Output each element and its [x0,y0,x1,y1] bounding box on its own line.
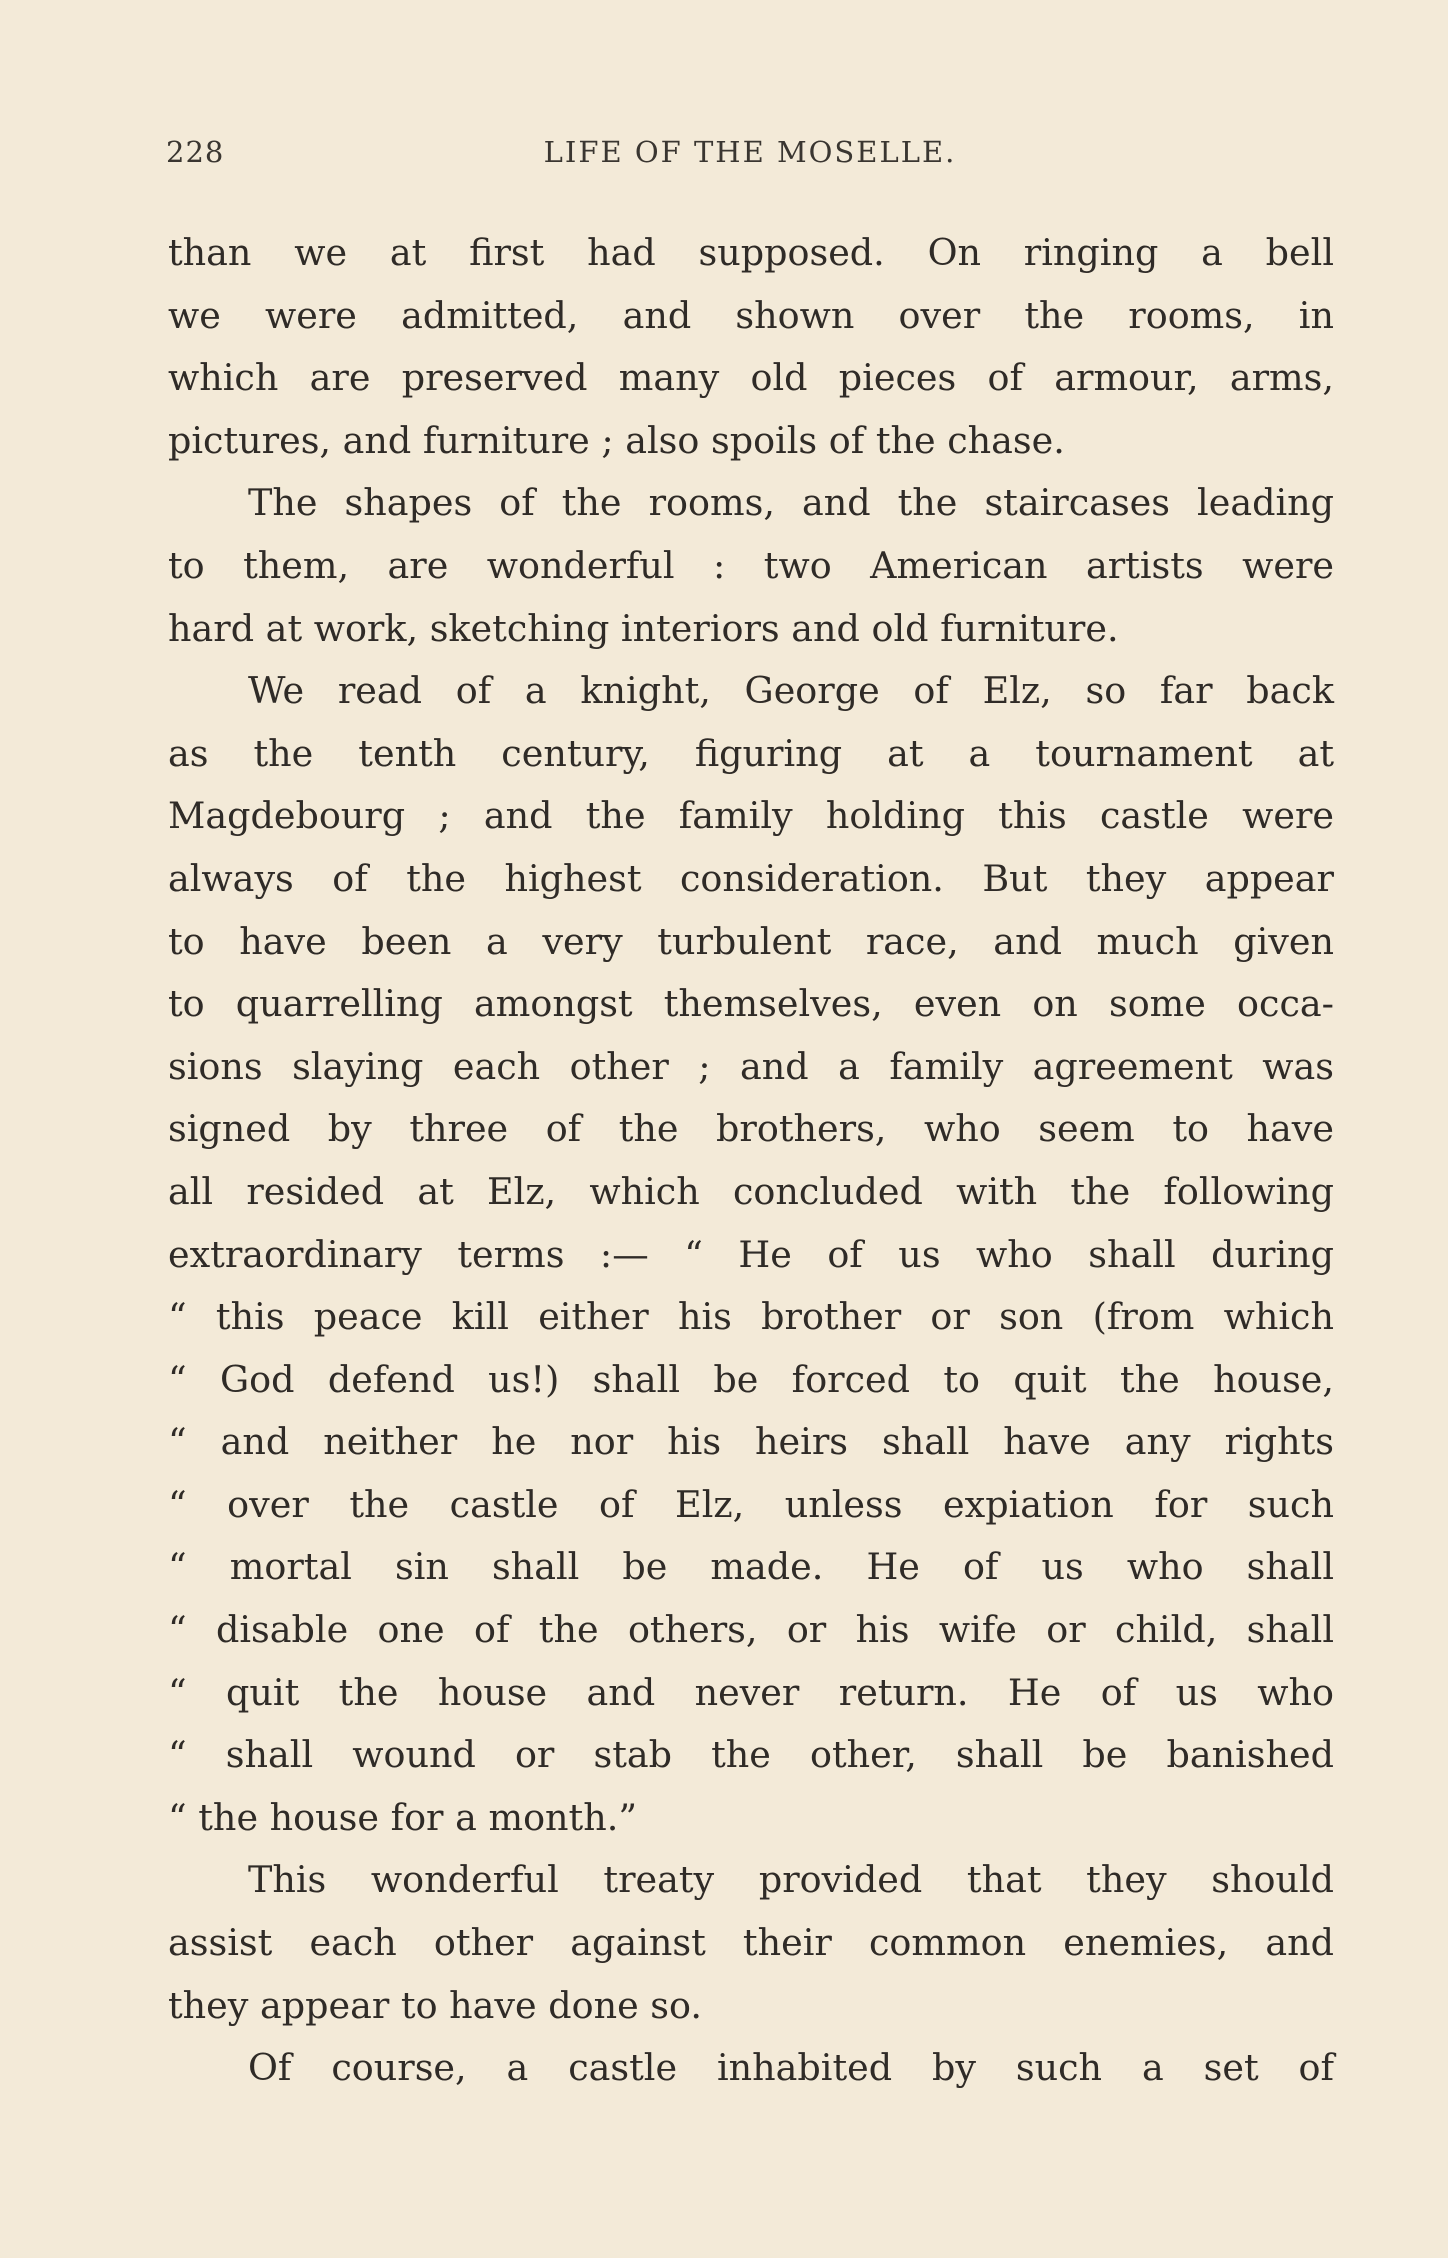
quoted-line: “ this peace kill either his brother or son (from which [168,1295,1334,1339]
text-line: always of the highest consideration. But they appear [168,856,1334,900]
text-line: This wonderful treaty provided that they should [248,1858,1334,1902]
text-line: extraordinary terms :— “ He of us who shall during [168,1232,1334,1276]
text-line: Magdebourg ; and the family holding this castle were [168,794,1334,838]
text-line: as the tenth century, figuring at a tournament at [168,731,1334,775]
text-line: signed by three of the brothers, who seem to have [168,1107,1334,1151]
page-number: 228 [166,135,225,169]
text-line: than we at first had supposed. On ringing a bell [168,231,1334,274]
quoted-line: “ disable one of the others, or his wife or child, shall [168,1608,1334,1652]
text-line: assist each other against their common enemies, and [168,1921,1334,1965]
quoted-line: “ and neither he nor his heirs shall have any rights [168,1420,1334,1464]
quoted-line: “ God defend us!) shall be forced to quit the house, [168,1357,1334,1401]
quoted-line: “ the house for a month.” [168,1795,637,1839]
text-line: sions slaying each other ; and a family agreement was [168,1044,1334,1088]
quoted-line: “ mortal sin shall be made. He of us who shall [168,1545,1334,1589]
body-text [168,222,1334,2100]
quoted-line: “ over the castle of Elz, unless expiation for such [168,1482,1334,1526]
text-line: pictures, and furniture ; also spoils of the chase. [168,418,1065,462]
running-head [166,135,1334,175]
text-line: they appear to have done so. [168,1983,702,2027]
text-line: hard at work, sketching interiors and old furniture. [168,606,1119,650]
text-line: The shapes of the rooms, and the staircases leading [248,481,1334,525]
text-line: all resided at Elz, which concluded with the following [168,1169,1334,1213]
text-line: We read of a knight, George of Elz, so far back [248,669,1334,713]
quoted-line: “ shall wound or stab the other, shall be banished [168,1733,1334,1777]
running-title: LIFE OF THE MOSELLE. [543,135,957,169]
text-line: which are preserved many old pieces of armour, arms, [168,356,1334,400]
text-line: to quarrelling amongst themselves, even on some occa- [168,982,1334,1026]
text-line: we were admitted, and shown over the rooms, in [168,293,1334,337]
text-line: Of course, a castle inhabited by such a set of [248,2046,1334,2090]
text-line: to them, are wonderful : two American artists were [168,543,1334,587]
quoted-line: “ quit the house and never return. He of us who [168,1670,1334,1714]
text-line: to have been a very turbulent race, and much given [168,919,1334,963]
